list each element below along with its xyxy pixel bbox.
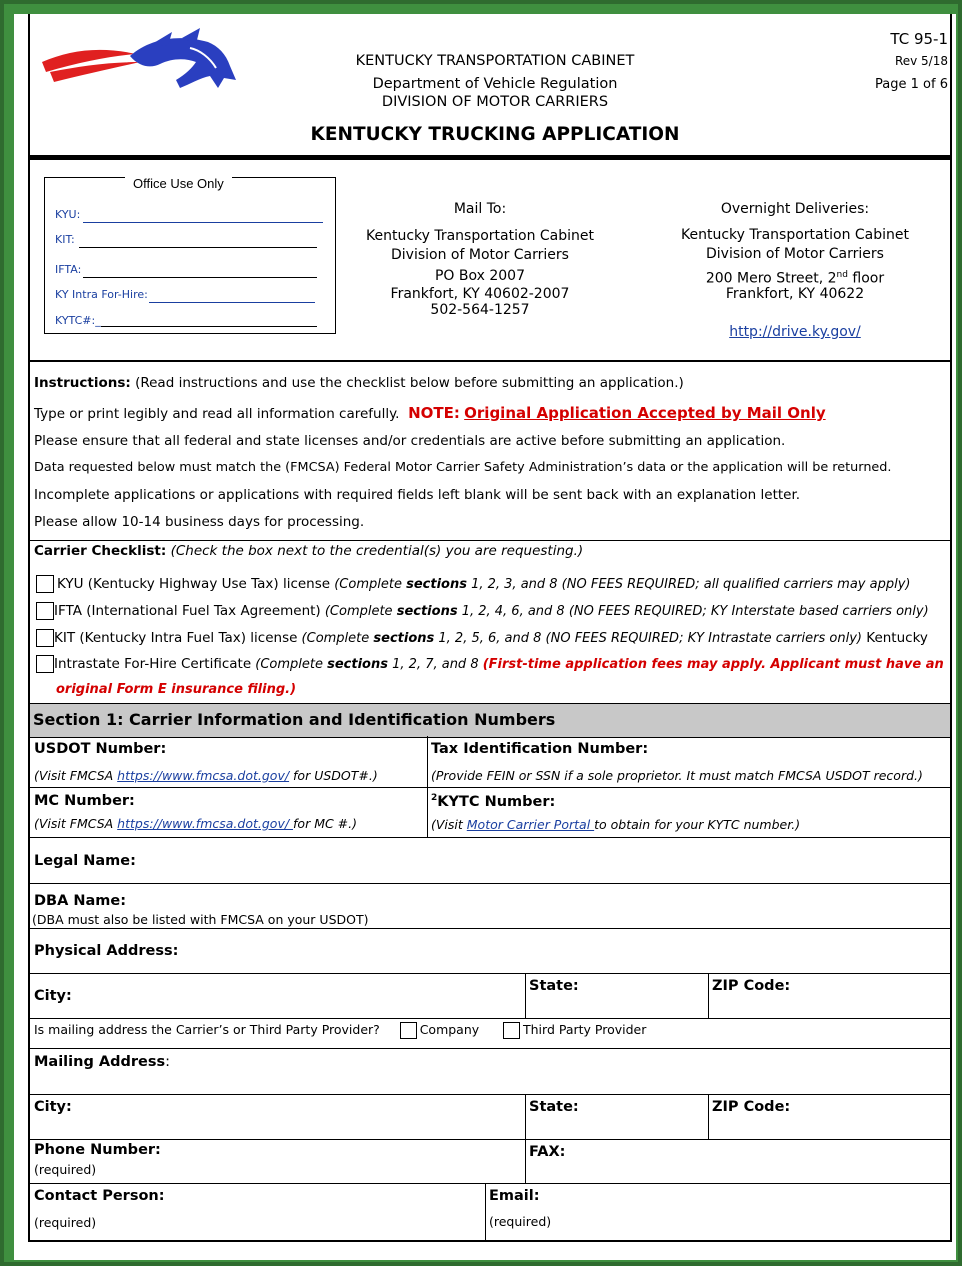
contact-email-divider — [485, 1183, 486, 1240]
row-rule-usdot — [30, 787, 950, 788]
third-party-checkbox[interactable] — [503, 1022, 520, 1039]
intrastate-checkbox[interactable] — [36, 655, 54, 673]
kytc-label: KYTC Number: — [437, 793, 556, 810]
mc-hint-post: for MC #.) — [293, 816, 358, 831]
physical-address-field[interactable] — [30, 930, 950, 972]
mail-to-line-3: PO Box 2007 — [434, 268, 525, 284]
office-intra-line[interactable] — [149, 302, 315, 303]
section-1-title: Section 1: Carrier Information and Identification Numbers — [33, 710, 556, 729]
office-intra-label: KY Intra For-Hire: — [55, 288, 148, 301]
usdot-hint-pre: (Visit FMCSA — [34, 768, 118, 783]
kyu-pre: (Complete — [330, 577, 407, 592]
phone-fax-divider — [525, 1139, 526, 1183]
office-ifta-line[interactable] — [83, 277, 317, 278]
usdot-hint-post: for USDOT#.) — [289, 768, 378, 783]
mailing-question-row — [34, 1022, 646, 1039]
dba-name-hint: (DBA must also be listed with FMCSA on your USDOT) — [32, 912, 369, 927]
overnight-line-4: Frankfort, KY 40622 — [725, 286, 865, 302]
kit-extra: Kentucky — [861, 630, 928, 646]
title-divider — [28, 155, 952, 160]
overnight-heading: Overnight Deliveries: — [720, 201, 870, 217]
row-rule-city — [30, 1018, 950, 1019]
form-page — [14, 14, 956, 1260]
kyu-name: KYU (Kentucky Highway Use Tax) license — [57, 576, 331, 592]
physical-state-label: State: — [529, 978, 579, 994]
office-kytc-label: KYTC#:_ — [55, 314, 101, 327]
kit-sections: sections — [373, 631, 435, 646]
mail-to-line-4: Frankfort, KY 40602-2007 — [390, 286, 570, 302]
office-kyu-line[interactable] — [83, 222, 323, 223]
legal-name-label: Legal Name: — [34, 853, 136, 869]
email-label: Email: — [489, 1188, 540, 1204]
checklist-header — [34, 543, 583, 559]
instructions-top-rule — [30, 360, 950, 362]
mail-to-phone: 502-564-1257 — [430, 302, 530, 318]
note-label: NOTE: — [408, 404, 460, 422]
ifta-pre: (Complete — [320, 604, 397, 619]
checklist-label: Carrier Checklist: — [34, 543, 167, 559]
office-kit-label: KIT: — [55, 233, 75, 246]
ifta-post: 1, 2, 4, 6, and 8 (NO FEES REQUIRED; KY Interstate based carriers only) — [457, 604, 929, 619]
physical-zip-label: ZIP Code: — [712, 978, 791, 994]
kentucky-horse-logo — [40, 28, 240, 94]
kit-post: 1, 2, 5, 6, and 8 (NO FEES REQUIRED; KY Intrastate carriers only) — [434, 631, 862, 646]
mailing-address-field[interactable] — [30, 1050, 950, 1092]
mail-to-line-2: Division of Motor Carriers — [391, 247, 569, 263]
kytc-label-wrap — [431, 793, 555, 810]
intrastate-fee-note: (First-time application fees may apply. Applicant must have an — [482, 657, 944, 672]
kit-pre: (Complete — [297, 631, 374, 646]
dba-name-label: DBA Name: — [34, 893, 127, 909]
mailing-address-label: Mailing Address — [34, 1054, 166, 1070]
overnight-floor: floor — [847, 270, 885, 287]
intrastate-pre: (Complete — [251, 657, 328, 672]
note-mail-only: Original Application Accepted by Mail Only — [464, 404, 826, 422]
overnight-ordinal: nd — [836, 270, 848, 280]
row-rule-dba — [30, 928, 950, 929]
office-use-box — [44, 177, 336, 334]
contact-person-label: Contact Person: — [34, 1188, 165, 1204]
row-rule-question — [30, 1048, 950, 1049]
mail-to-line-1: Kentucky Transportation Cabinet — [365, 228, 595, 244]
instructions-line-6: Please allow 10-14 business days for processing. — [34, 514, 365, 530]
intrastate-post: 1, 2, 7, and 8 — [387, 657, 483, 672]
instructions-legibly: Type or print legibly and read all information carefully. — [34, 406, 400, 422]
drive-ky-link[interactable]: http://drive.ky.gov/ — [729, 324, 861, 340]
mailing-zip-label: ZIP Code: — [712, 1099, 791, 1115]
kit-checkbox[interactable] — [36, 629, 54, 647]
division-name: DIVISION OF MOTOR CARRIERS — [381, 94, 609, 110]
department-name: Department of Vehicle Regulation — [372, 76, 618, 92]
state-zip-divider — [708, 973, 709, 1018]
intrastate-sections: sections — [327, 657, 388, 672]
mc-hint — [34, 816, 357, 831]
tax-id-hint: (Provide FEIN or SSN if a sole proprietor. It must match FMCSA USDOT record.) — [431, 768, 923, 783]
fax-label: FAX: — [529, 1144, 566, 1160]
checklist-top-rule — [30, 540, 950, 541]
kyu-checkbox[interactable] — [36, 575, 54, 593]
instructions-line-1 — [34, 375, 684, 391]
city2-state2-divider — [525, 1094, 526, 1139]
checklist-hint: (Check the box next to the credential(s) you are requesting.) — [166, 543, 584, 559]
office-kit-line[interactable] — [79, 247, 317, 248]
usdot-hint — [34, 768, 378, 783]
section-1-header — [30, 703, 950, 738]
kytc-hint-pre: (Visit — [431, 817, 467, 832]
office-use-title: Office Use Only — [125, 176, 232, 191]
city-state-divider — [525, 973, 526, 1018]
office-ifta-label: IFTA: — [55, 263, 82, 276]
kytc-footnote-mark: 2 — [431, 793, 438, 803]
overnight-street: 200 Mero Street, 2 — [705, 270, 837, 287]
tax-id-label: Tax Identification Number: — [431, 741, 649, 757]
company-checkbox[interactable] — [400, 1022, 417, 1039]
checklist-item-ifta — [36, 602, 929, 620]
instructions-line-4: Data requested below must match the (FMCSA) Federal Motor Carrier Safety Administration’s data or the application will be returned. — [34, 460, 892, 475]
kyu-post: 1, 2, 3, and 8 (NO FEES REQUIRED; all qualified carriers may apply) — [466, 577, 911, 592]
office-kytc-line[interactable] — [101, 326, 317, 327]
overnight-line-2: Division of Motor Carriers — [706, 246, 884, 262]
ifta-sections: sections — [396, 604, 458, 619]
mail-to-heading: Mail To: — [453, 201, 507, 217]
form-title: KENTUCKY TRUCKING APPLICATION — [310, 124, 680, 145]
form-number: TC 95-1 — [890, 30, 948, 48]
mailing-question: Is mailing address the Carrier’s or Third Party Provider? — [34, 1022, 380, 1037]
mailing-address-colon: : — [165, 1054, 170, 1070]
mc-fmcsa-link[interactable]: https://www.fmcsa.dot.gov/ — [117, 816, 294, 831]
form-document — [28, 14, 952, 1242]
row-rule-city2 — [30, 1139, 950, 1140]
page-indicator: Page 1 of 6 — [875, 77, 948, 92]
kytc-hint — [431, 817, 800, 832]
intrastate-name: Intrastate For-Hire Certificate — [54, 656, 252, 672]
mc-hint-pre: (Visit FMCSA — [34, 816, 118, 831]
motor-carrier-portal-link[interactable]: Motor Carrier Portal — [466, 817, 595, 832]
instructions-line-5: Incomplete applications or applications with required fields left blank will be sent back with an explanation letter. — [34, 487, 801, 503]
contact-required: (required) — [34, 1215, 97, 1230]
row-rule-physical — [30, 973, 950, 974]
kit-name: KIT (Kentucky Intra Fuel Tax) license — [54, 630, 298, 646]
mailing-city-label: City: — [34, 1099, 72, 1115]
checklist-item-intrastate — [36, 655, 944, 673]
instructions-intro: (Read instructions and use the checklist below before submitting an application.) — [130, 375, 684, 391]
mailing-state-label: State: — [529, 1099, 579, 1115]
instructions-label: Instructions: — [34, 375, 131, 391]
agency-name: KENTUCKY TRANSPORTATION CABINET — [355, 53, 635, 69]
third-party-option: Third Party Provider — [523, 1022, 647, 1037]
ifta-checkbox[interactable] — [36, 602, 54, 620]
row-rule-mc — [30, 837, 950, 838]
checklist-item-kyu — [36, 575, 910, 593]
office-kyu-label: KYU: — [55, 208, 81, 221]
instructions-line-3: Please ensure that all federal and state licenses and/or credentials are active before submitting an application. — [34, 433, 786, 449]
company-option: Company — [419, 1022, 480, 1037]
usdot-label: USDOT Number: — [34, 741, 167, 757]
form-revision: Rev 5/18 — [894, 54, 948, 68]
ifta-name: IFTA (International Fuel Tax Agreement) — [54, 603, 321, 619]
instructions-line-2 — [34, 404, 826, 422]
mc-label: MC Number: — [34, 793, 135, 809]
row-rule-phone — [30, 1183, 950, 1184]
form-e-note: original Form E insurance filing.) — [56, 682, 297, 697]
kytc-hint-post: to obtain for your KYTC number.) — [594, 817, 801, 832]
row-rule-mailing — [30, 1094, 950, 1095]
page-border — [4, 4, 958, 1262]
checklist-item-kit — [36, 629, 928, 647]
usdot-fmcsa-link[interactable]: https://www.fmcsa.dot.gov/ — [117, 768, 290, 783]
physical-address-label: Physical Address: — [34, 943, 179, 959]
state2-zip2-divider — [708, 1094, 709, 1139]
physical-city-label: City: — [34, 988, 72, 1004]
phone-label: Phone Number: — [34, 1142, 161, 1158]
email-required: (required) — [489, 1214, 552, 1229]
legal-name-field[interactable] — [30, 840, 950, 882]
row-rule-legal — [30, 883, 950, 884]
overnight-line-1: Kentucky Transportation Cabinet — [680, 227, 910, 243]
phone-required: (required) — [34, 1162, 97, 1177]
kyu-sections: sections — [406, 577, 467, 592]
